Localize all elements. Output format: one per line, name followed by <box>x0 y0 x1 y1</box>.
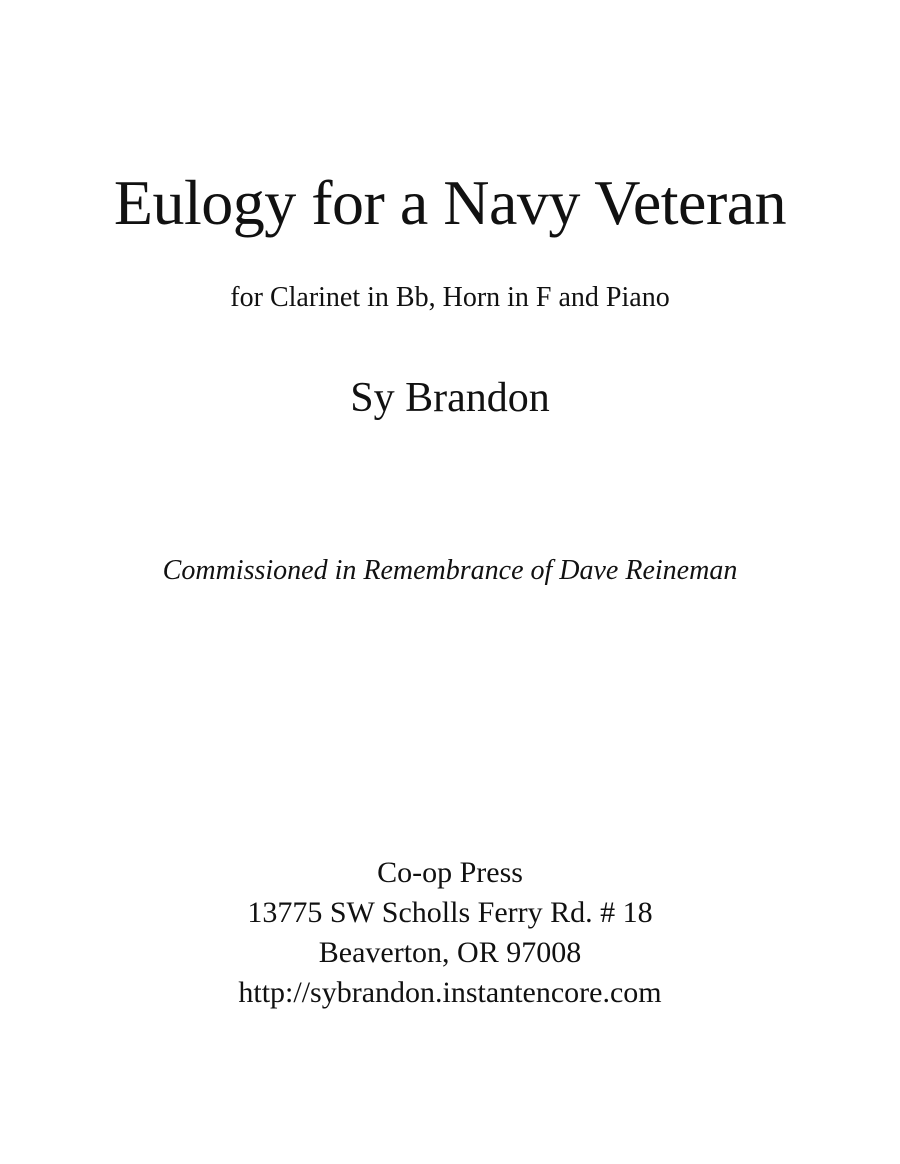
instrumentation-subtitle: for Clarinet in Bb, Horn in F and Piano <box>230 282 670 313</box>
dedication-text: Commissioned in Remembrance of Dave Reineman <box>162 555 738 586</box>
publisher-address-line-2: Beaverton, OR 97008 <box>318 936 582 969</box>
composer-name: Sy Brandon <box>350 375 550 421</box>
publisher-address-line-1: 13775 SW Scholls Ferry Rd. # 18 <box>247 896 653 929</box>
publisher-name: Co-op Press <box>377 856 523 889</box>
publisher-website: http://sybrandon.instantencore.com <box>238 976 662 1009</box>
publisher-block <box>0 853 900 1013</box>
piece-title: Eulogy for a Navy Veteran <box>113 167 787 238</box>
